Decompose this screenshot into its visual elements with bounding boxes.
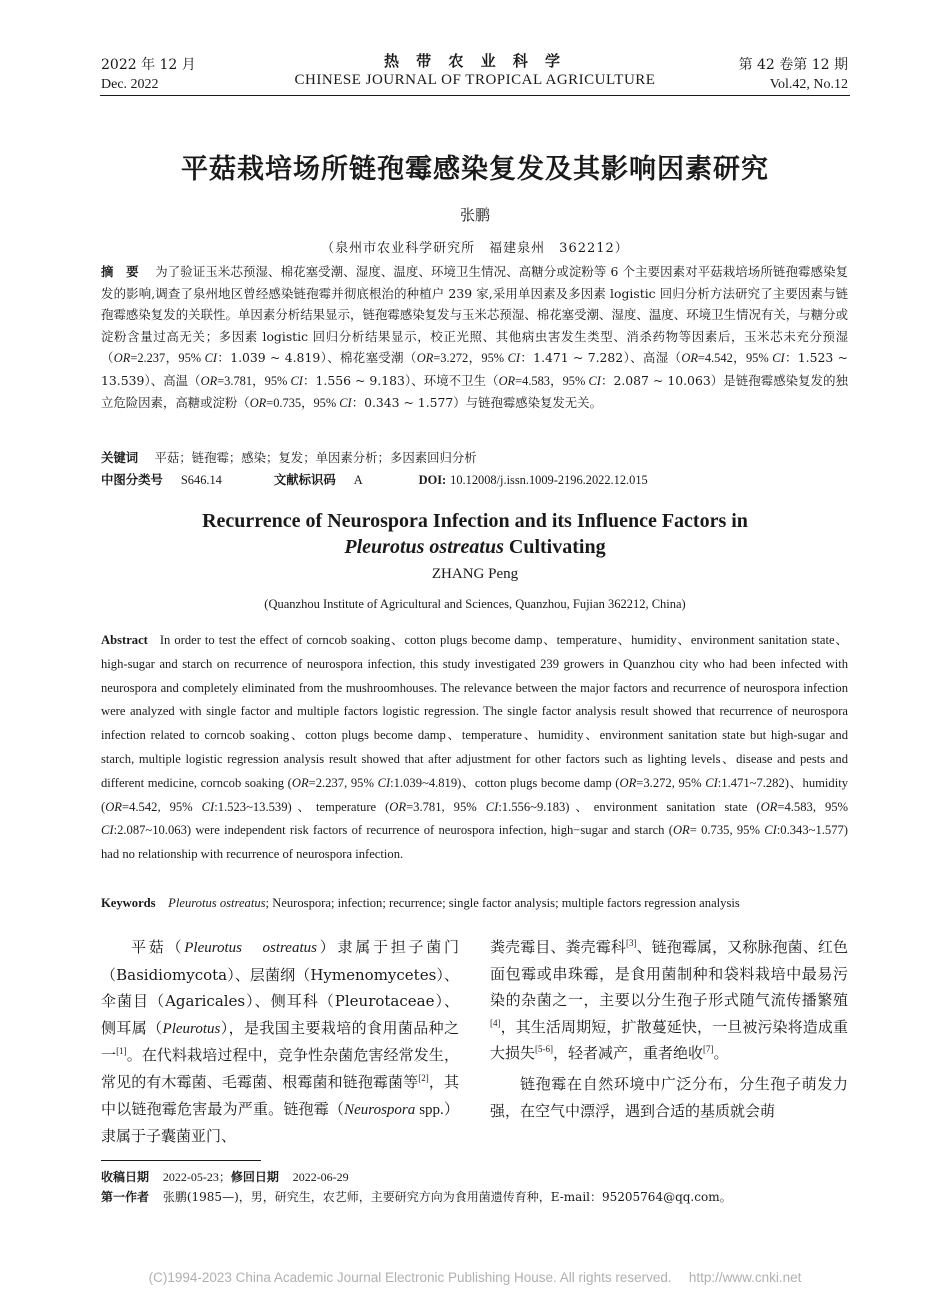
ci-label: CI <box>588 373 601 388</box>
keywords-en <box>101 893 848 915</box>
doi-value: 10.12008/j.issn.1009-2196.2022.12.015 <box>450 473 648 487</box>
header-volume-cn: 第 42 卷第 12 期 <box>738 57 848 73</box>
body-text: 。 <box>713 1044 729 1063</box>
clc-value: S646.14 <box>180 473 222 487</box>
or-label: OR <box>291 775 309 790</box>
title-en-line2-rest: Cultivating <box>503 536 606 558</box>
or-value: =2.237，95% <box>130 351 205 365</box>
body-text: 、链孢霉属，又称脉孢菌、红色面包霉或串珠霉，是食用菌制种和袋料栽培中最易污染的杂菌之一，主要以分生孢子形式随气流传播繁殖 <box>490 938 848 1010</box>
body-paragraph: 链孢霉在自然环境中广泛分布，分生孢子萌发力强，在空气中漂浮，遇到合适的基质就会萌 <box>490 1074 848 1120</box>
or-label: OR <box>672 823 690 838</box>
footnote-author <box>101 1187 848 1207</box>
or-value: =3.781, 95% <box>406 799 486 814</box>
doc-code-value: A <box>353 473 363 487</box>
header-volume <box>739 56 848 94</box>
keywords-cn <box>101 447 848 469</box>
citation-ref: [3] <box>625 938 637 948</box>
doi-label: DOI: <box>418 473 447 487</box>
ci-range: :2.087~10.063) were independent risk factors of recurrence of neurospora infection, high−sugar and starch ( <box>113 823 673 838</box>
ci-label: CI <box>339 396 352 410</box>
body-column-left <box>101 934 459 1151</box>
ci-label: CI <box>507 351 520 365</box>
body-text: 粪壳霉目、粪壳霉科 <box>490 938 626 956</box>
ci-range: :1.039~4.819)、cotton plugs become damp ( <box>390 775 620 790</box>
footnote-rule <box>101 1160 261 1161</box>
body-text: ，轻者减产，重者绝收 <box>553 1044 704 1063</box>
title-cn: 平菇栽培场所链孢霉感染复发及其影响因素研究 <box>181 154 769 185</box>
ci-range: :1.471~7.282)、humidity ( <box>101 775 848 814</box>
or-value: =2.237, 95% <box>308 775 378 790</box>
or-label: OR <box>113 351 131 365</box>
keywords-cn-label: 关键词 <box>101 450 139 465</box>
or-value: =3.781，95% <box>217 373 291 388</box>
body-text: 平菇（ <box>131 938 185 956</box>
abstract-en-text: In order to test the effect of corncob soaking、cotton plugs become damp、temperature、humidity、environment sanitation state、high-sugar and starch on recurrence of neurospora infection, this study investigated 239 growers in Quanzhou city who had been infected with neurospora and completely eliminated from the mushroomhouses. The relevance between the major factors and recurrence of neurospora infection were analyzed with single factor and multiple factors logistic regression. The single factor analysis result showed that recurrence of neurospora infection related to corncob soaking、cotton plugs become damp、temperature、humidity、environment sanitation state but high-sugar and starch, multiple logistic regression analysis result showed that after adjustment for other factors such as lighting levels、disease and pests and different medicine, corncob soaking ( <box>101 633 848 790</box>
first-author-label: 第一作者 <box>101 1190 150 1204</box>
header-date <box>101 56 196 94</box>
body-column-right <box>490 934 848 1124</box>
body-text: ）隶属于担子菌门（Basidiomycota）、层菌纲（Hymenomycetes）、伞菌目（Agaricales）、侧耳科（Pleurotaceae）、侧耳属（ <box>101 938 459 1037</box>
header-journal <box>250 52 700 90</box>
abstract-en-label: Abstract <box>101 633 148 647</box>
ci-range: ：2.087 ~ 10.063）是链孢霉感染复发的独立危险因素，高糖或淀粉（ <box>101 372 848 410</box>
or-value: = 0.735, 95% <box>689 823 765 838</box>
or-value: =4.542, 95% <box>122 799 202 814</box>
title-en-line2 <box>100 534 850 560</box>
ci-label: CI <box>485 799 499 814</box>
affiliation-cn: （泉州市农业科学研究所 福建泉州 362212） <box>321 241 629 256</box>
abstract-cn-label: 摘 要 <box>101 264 139 279</box>
keywords-en-label: Keywords <box>101 896 156 910</box>
classification-line <box>101 470 848 488</box>
or-label: OR <box>105 799 122 814</box>
received-date: 2022-05-23； <box>162 1170 231 1184</box>
clc-label: 中图分类号 <box>101 472 163 487</box>
or-label: OR <box>681 351 698 365</box>
or-value: =3.272, 95% <box>636 775 706 790</box>
ci-label: CI <box>764 823 777 838</box>
header-volume-en: Vol.42, No.12 <box>769 77 848 92</box>
or-value: =4.583, 95% <box>777 799 849 814</box>
ci-label: CI <box>705 775 718 790</box>
species-name: Pleurotus ostreatus <box>184 940 317 956</box>
body-paragraph <box>490 934 848 1067</box>
or-label: OR <box>416 351 434 365</box>
ci-label: CI <box>290 373 303 388</box>
or-label: OR <box>619 775 637 790</box>
body-paragraph <box>101 934 459 1151</box>
revised-date: 2022-06-29 <box>292 1170 349 1184</box>
header-journal-en: CHINESE JOURNAL OF TROPICAL AGRICULTURE <box>294 72 656 88</box>
body-text: spp.）隶属于子囊菌亚门、 <box>101 1101 459 1146</box>
ci-range: ：1.556 ~ 9.183）、环境不卫生（ <box>302 372 499 388</box>
abstract-cn-text: 为了验证玉米芯预湿、棉花塞受潮、湿度、温度、环境卫生情况、高糖分或淀粉等 6 个主要因素对平菇栽培场所链孢霉感染复发的影响,调查了泉州地区曾经感染链孢霉并彻底根治的种植户 239 家,采用单因素及多因素 logistic 回归分析方法研究了主要因素与链孢霉感染复发的关联性。单因素分析结果显示，链孢霉感染复发与玉米芯预湿、棉花塞受潮、湿度、温度、环境卫生情况有关，与糖分或淀粉含量过高无关；多因素 logistic 回归分析结果显示，校正光照、其他病虫害发生类型、消杀药物等因素后，玉米芯未充分预湿（ <box>101 264 848 365</box>
received-label: 收稿日期 <box>101 1170 150 1184</box>
or-label: OR <box>249 396 267 410</box>
ci-range: ：0.343 ~ 1.577）与链孢霉感染复发无关。 <box>351 395 602 410</box>
ci-label: CI <box>377 775 391 790</box>
keywords-en-species: Pleurotus ostreatus <box>168 896 266 910</box>
header-date-en: Dec. 2022 <box>101 77 159 92</box>
footnote-dates <box>101 1167 848 1187</box>
citation-ref: [4] <box>490 1017 501 1028</box>
title-en-line1: Recurrence of Neurospora Infection and its Influence Factors in <box>202 510 748 532</box>
body-text: ），是我国主要栽培的食用菌品种之一 <box>101 1018 459 1065</box>
citation-ref: [2] <box>418 1072 429 1083</box>
or-label: OR <box>760 799 778 814</box>
title-en <box>100 508 850 560</box>
or-value: =0.735，95% <box>266 396 340 410</box>
copyright-notice: (C)1994-2023 China Academic Journal Electronic Publishing House. All rights reserved. http://www.cnki.net <box>148 1270 802 1285</box>
header-rule <box>100 95 850 96</box>
ci-label: CI <box>772 351 785 365</box>
genus-name: Neurospora <box>344 1101 416 1118</box>
affiliation-en: (Quanzhou Institute of Agricultural and Sciences, Quanzhou, Fujian 362212, China) <box>264 597 686 611</box>
ci-range: :0.343~1.577) had no relationship with recurrence of neurospora infection. <box>101 823 848 862</box>
body-text: ，其中以链孢霉危害最为严重。链孢霉（ <box>101 1072 459 1118</box>
citation-ref: [5-6] <box>535 1044 554 1055</box>
ci-range: ：1.471 ~ 7.282）、高湿（ <box>519 350 682 365</box>
or-label: OR <box>389 799 407 814</box>
ci-range: ：1.039 ~ 4.819）、棉花塞受潮（ <box>217 350 417 365</box>
abstract-en <box>101 629 848 867</box>
ci-label: CI <box>201 799 215 814</box>
abstract-cn <box>101 261 848 415</box>
author-en: ZHANG Peng <box>431 566 519 582</box>
header-journal-cn: 热 带 农 业 科 学 <box>383 52 567 70</box>
ci-range: ：1.523 ~ 13.539）、高温（ <box>101 350 848 388</box>
header-date-cn: 2022 年 12 月 <box>101 57 196 73</box>
genus-name: Pleurotus <box>162 1020 221 1037</box>
keywords-cn-text: 平菇；链孢霉；感染；复发；单因素分析；多因素回归分析 <box>154 450 477 465</box>
doc-code-label: 文献标识码 <box>273 472 336 487</box>
ci-label: CI <box>204 351 217 365</box>
keywords-en-text: ; Neurospora; infection; recurrence; single factor analysis; multiple factors regression analysis <box>265 896 740 910</box>
revised-label: 修回日期 <box>230 1170 279 1184</box>
body-text: 。在代料栽培过程中，竞争性杂菌危害经常发生，常见的有木霉菌、毛霉菌、根霉菌和链孢霉菌等 <box>101 1046 459 1091</box>
citation-ref: [7] <box>703 1044 714 1055</box>
or-value: =4.583，95% <box>515 373 589 388</box>
citation-ref: [1] <box>116 1046 127 1057</box>
or-value: =4.542，95% <box>697 351 773 365</box>
or-label: OR <box>200 373 218 388</box>
title-en-species: Pleurotus ostreatus <box>344 536 504 558</box>
ci-range: :1.523~13.539)、temperature ( <box>214 799 390 814</box>
ci-range: :1.556~9.183)、environment sanitation state ( <box>498 799 761 814</box>
author-cn: 张鹏 <box>459 206 490 224</box>
body-text: ，其生活周期短，扩散蔓延快，一旦被污染将造成重大损失 <box>490 1017 848 1063</box>
or-label: OR <box>498 373 516 388</box>
ci-label: CI <box>101 823 114 838</box>
or-value: =3.272，95% <box>433 351 508 365</box>
first-author-info: 张鹏(1985—)，男，研究生，农艺师，主要研究方向为食用菌遗传育种，E-mail：95205764@qq.com。 <box>162 1190 732 1204</box>
